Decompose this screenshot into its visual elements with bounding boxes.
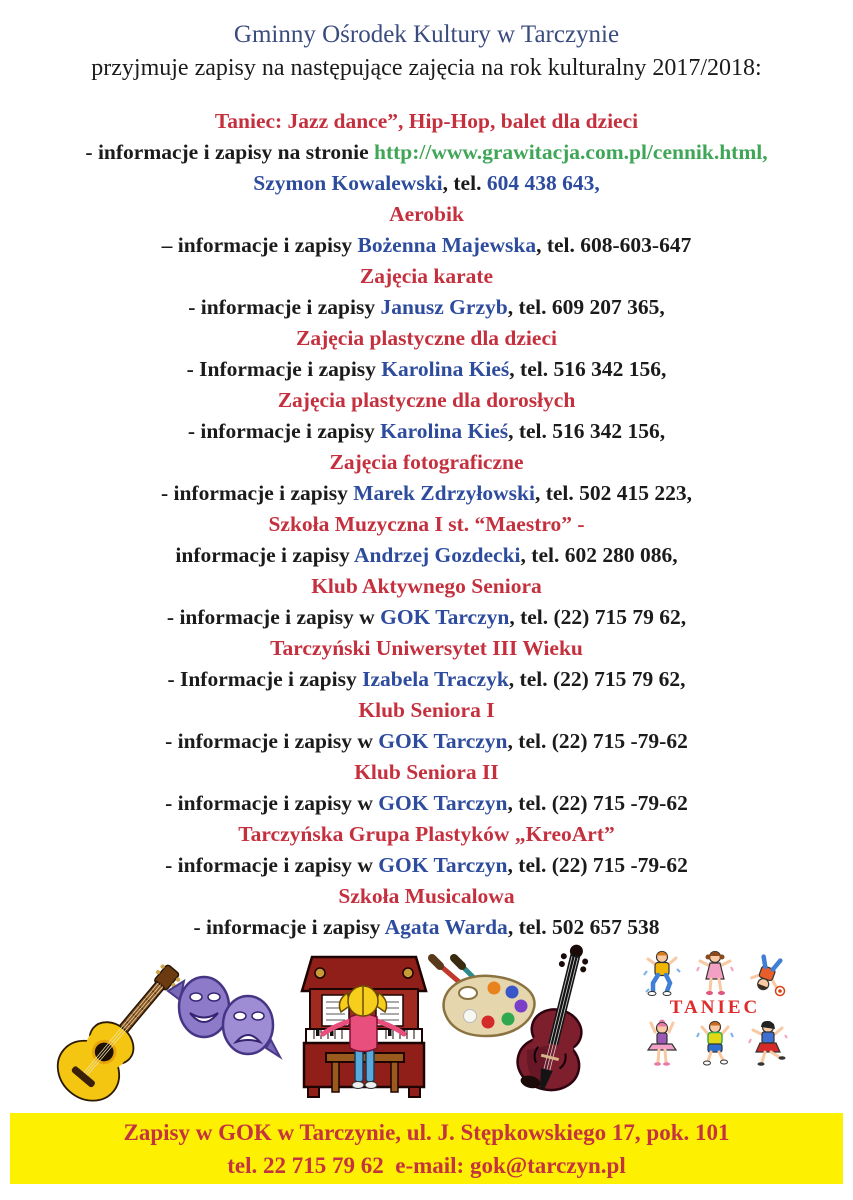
line-text: - informacje i zapisy: [193, 915, 385, 939]
line-text: Zajęcia plastyczne dla dzieci: [296, 326, 557, 350]
theater-masks-clipart: [162, 969, 292, 1064]
piano-lesson-clipart: [292, 949, 432, 1099]
heading-szkola-muzyczna: [0, 509, 853, 540]
line-text: - Informacje i zapisy: [167, 667, 363, 691]
line-text: , tel. (22) 715 -79-62: [507, 791, 688, 815]
dancing-kids-clipart: [640, 949, 790, 1067]
line-text: - Informacje i zapisy: [186, 357, 382, 381]
contact-name: Agata Warda: [384, 915, 508, 939]
heading-klub-aktywnego-seniora: [0, 571, 853, 602]
line-text: , tel. (22) 715 -79-62: [507, 853, 688, 877]
contact-name: 604 438 643,: [486, 171, 600, 195]
line-text: Klub Aktywnego Seniora: [311, 574, 542, 598]
line-text: , tel. (22) 715 -79-62: [507, 729, 688, 753]
dancers-top-row: [640, 949, 790, 997]
heading-plastyczne-dzieci: [0, 323, 853, 354]
line-text: - informacje i zapisy w: [165, 791, 379, 815]
line-text: Tarczyńska Grupa Plastyków „KreoArt”: [238, 822, 615, 846]
ballerina-icon: [642, 1019, 682, 1067]
line-text: informacje i zapisy: [175, 543, 354, 567]
line-text: , tel. 516 342 156,: [508, 419, 666, 443]
heading-klub-seniora-i: [0, 695, 853, 726]
piano-icon: [292, 949, 432, 1099]
line-text: - informacje i zapisy w: [165, 729, 379, 753]
klub-seniora-i-contact: [0, 726, 853, 757]
line-text: Tarczyński Uniwersytet III Wieku: [270, 636, 583, 660]
line-text: , tel. 602 280 086,: [520, 543, 678, 567]
contact-name: Karolina Kieś: [380, 419, 509, 443]
klub-seniora-ii-contact: [0, 788, 853, 819]
intro-line: przyjmuje zapisy na następujące zajęcia na rok kulturalny 2017/2018:: [91, 55, 762, 81]
fotograficzne-contact: [0, 478, 853, 509]
karate-contact: [0, 292, 853, 323]
line-text: Zajęcia plastyczne dla dorosłych: [277, 388, 576, 412]
szkola-muzyczna-contact: [0, 540, 853, 571]
line-text: , tel. 516 342 156,: [509, 357, 667, 381]
taniec-label: TANIEC: [669, 997, 761, 1018]
line-text: - informacje i zapisy: [187, 419, 381, 443]
contact-name: Bożenna Majewska: [357, 233, 537, 257]
contact-name: GOK Tarczyn: [378, 729, 508, 753]
plastyczne-dzieci-contact: [0, 354, 853, 385]
taniec-contact: [0, 168, 853, 199]
line-text: Taniec: Jazz dance”, Hip-Hop, balet dla dzieci: [214, 109, 639, 133]
line-text: , tel. 609 207 365,: [507, 295, 665, 319]
uniwersytet-contact: [0, 664, 853, 695]
dancing-boy-icon: [642, 949, 682, 997]
dancers-bottom-row: [640, 1019, 790, 1067]
contact-name: Szymon Kowalewski: [253, 171, 443, 195]
line-text: , tel. (22) 715 79 62,: [508, 667, 686, 691]
line-text: - informacje i zapisy: [160, 481, 354, 505]
line-text: – informacje i zapisy: [161, 233, 358, 257]
contact-name: Izabela Traczyk: [362, 667, 509, 691]
contact-name: GOK Tarczyn: [380, 605, 510, 629]
breakdancing-kid-icon: [748, 949, 788, 997]
theater-masks-icon: [162, 969, 292, 1064]
org-title: Gminny Ośrodek Kultury w Tarczynie: [233, 21, 620, 48]
heading-kreoart: [0, 819, 853, 850]
dancing-boy-2-icon: [695, 1019, 735, 1067]
contact-name: Janusz Grzyb: [380, 295, 508, 319]
heading-plastyczne-dorosli: [0, 385, 853, 416]
line-text: Zajęcia karate: [359, 264, 494, 288]
heading-uniwersytet-iii-wieku: [0, 633, 853, 664]
line-text: , tel.: [442, 171, 487, 195]
line-text: Aerobik: [389, 202, 464, 226]
activity-website-link[interactable]: http://www.grawitacja.com.pl/cennik.html,: [374, 140, 768, 164]
footer-address: Zapisy w GOK w Tarczynie, ul. J. Stępkowskiego 17, pok. 101: [123, 1120, 730, 1145]
plastyczne-dorosli-contact: [0, 416, 853, 447]
dancing-girl-icon: [695, 949, 735, 997]
footer-contact: tel. 22 715 79 62 e-mail: gok@tarczyn.pl: [227, 1153, 626, 1178]
cliparts-row: [0, 943, 853, 1100]
heading-karate: [0, 261, 853, 292]
heading-taniec: [0, 106, 853, 137]
line-text: - informacje i zapisy: [188, 295, 381, 319]
contact-name: GOK Tarczyn: [378, 791, 508, 815]
klub-aktywnego-seniora-contact: [0, 602, 853, 633]
line-text: Szkoła Musicalowa: [338, 884, 515, 908]
line-text: , tel. 608-603-647: [536, 233, 692, 257]
contact-name: Karolina Kieś: [381, 357, 510, 381]
line-text: - informacje i zapisy w: [166, 605, 381, 629]
contact-name: Marek Zdrzyłowski: [353, 481, 535, 505]
heading-klub-seniora-ii: [0, 757, 853, 788]
line-text: - informacje i zapisy na stronie: [85, 140, 375, 164]
line-text: Zajęcia fotograficzne: [329, 450, 524, 474]
aerobik-contact: [0, 230, 853, 261]
line-text: Klub Seniora I: [358, 698, 495, 722]
contact-name: Andrzej Gozdecki: [353, 543, 521, 567]
line-text: Klub Seniora II: [354, 760, 499, 784]
contact-name: GOK Tarczyn: [378, 853, 508, 877]
line-text: , tel. 502 415 223,: [534, 481, 693, 505]
kreoart-contact: [0, 850, 853, 881]
violin-icon: [502, 941, 617, 1101]
line-text: , tel. 502 657 538: [507, 915, 660, 939]
activities-list: [0, 106, 853, 943]
line-text: - informacje i zapisy w: [165, 853, 379, 877]
line-text: , tel. (22) 715 79 62,: [509, 605, 687, 629]
taniec-website: [0, 137, 853, 168]
line-text: Szkoła Muzyczna I st. “Maestro” -: [268, 512, 585, 536]
dancing-girl-2-icon: [748, 1019, 788, 1067]
guitar-clipart: [64, 907, 159, 1135]
poster-header: [0, 0, 853, 84]
violin-clipart: [502, 941, 617, 1101]
heading-aerobik: [0, 199, 853, 230]
heading-fotograficzne: [0, 447, 853, 478]
